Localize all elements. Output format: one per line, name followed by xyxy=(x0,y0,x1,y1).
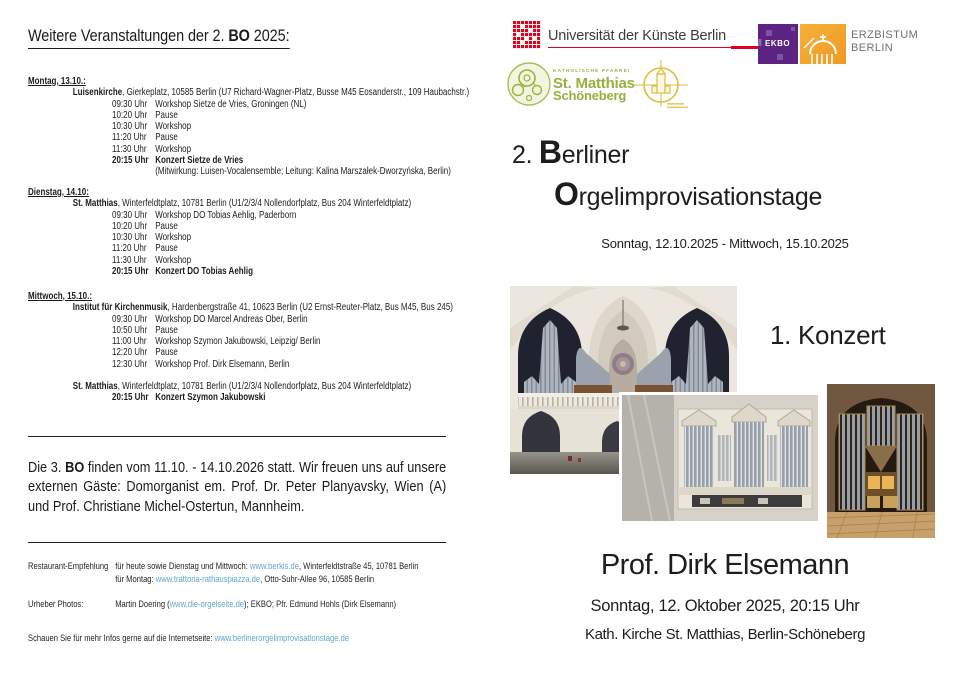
link-website[interactable]: www.berlinerorgelimprovisationstage.de xyxy=(214,633,350,644)
event-time: 12:30 Uhr xyxy=(112,358,148,370)
event-title-line2: Orgelimprovisationstage xyxy=(554,176,823,212)
divider-bottom xyxy=(28,542,446,543)
event-text: Konzert DO Tobias Aehlig xyxy=(155,266,253,278)
event-time: 10:30 Uhr xyxy=(112,121,148,133)
event-time: 10:20 Uhr xyxy=(112,109,148,121)
venue-details: , Gierkeplatz, 10585 Berlin (U7 Richard-Wagner-Platz, Busse M45 Eosanderstr., 109 Haubachstr.) xyxy=(122,87,470,99)
venue-name: St. Matthias xyxy=(72,381,118,393)
event-row xyxy=(28,314,308,325)
event-row-concert xyxy=(28,266,253,277)
photo-credits xyxy=(28,599,488,612)
link-trattoria[interactable]: www.trattoria-rathauspiazza.de xyxy=(155,573,261,585)
event-time: 10:30 Uhr xyxy=(112,232,148,244)
heading-bold: BO xyxy=(228,26,250,45)
concert-location: Kath. Kirche St. Matthias, Berlin-Schöneberg xyxy=(584,626,866,643)
event-row-concert xyxy=(28,155,243,166)
event-text: Pause xyxy=(155,324,178,336)
event-row-concert xyxy=(28,392,265,403)
event-time: 11:30 Uhr xyxy=(112,254,147,266)
link-orgelseite[interactable]: www.die-orgelseite.de xyxy=(169,599,245,610)
event-text: Workshop xyxy=(155,143,192,155)
note-paragraph xyxy=(28,458,446,516)
luisenkirche-logo-icon xyxy=(632,60,690,110)
event-time: 09:30 Uhr xyxy=(112,313,148,325)
day-section-tuesday xyxy=(28,187,507,277)
note-bold: BO xyxy=(65,459,85,476)
st-matthias-logo-text: KATHOLISCHE PFARREI St. Matthias Schöneberg xyxy=(553,69,635,103)
event-text: Workshop xyxy=(155,254,192,266)
photo-modern-organ xyxy=(827,384,935,538)
st-matthias-logo-icon xyxy=(507,62,551,106)
restaurant-line1: für heute sowie Dienstag und Mittwoch: www.berkis.de, Winterfeldtstraße 45, 10781 Berlin xyxy=(115,561,419,572)
concert-number-label: 1. Konzert xyxy=(770,320,886,350)
credits-line: Martin Doering (www.die-orgelseite.de); EKBO; Pfr. Edmund Hohls (Dirk Elsemann) xyxy=(115,599,397,610)
venue-details: , Hardenbergstraße 41, 10623 Berlin (U2 Ernst-Reuter-Platz, Bus M45, Bus 245) xyxy=(167,302,453,314)
event-time: 11:00 Uhr xyxy=(112,336,147,348)
event-row xyxy=(28,347,178,358)
event-row xyxy=(28,325,178,336)
udk-red-line-thick xyxy=(731,46,758,49)
event-row xyxy=(28,221,178,232)
event-text: Konzert Sietze de Vries xyxy=(155,155,244,167)
artist-name: Prof. Dirk Elsemann xyxy=(600,549,850,581)
venue-details: , Winterfeldtplatz, 10781 Berlin (U1/2/3/4 Nollendorfplatz, Bus 204 Winterfeldtplatz) xyxy=(117,198,412,210)
udk-logo-text: Universität der Künste Berlin xyxy=(548,28,726,44)
event-row xyxy=(28,166,451,177)
event-time: 10:20 Uhr xyxy=(112,220,148,232)
day-title: Montag, 13.10.: xyxy=(28,76,86,87)
restaurant-line2: für Montag: www.trattoria-rathauspiazza.de, Otto-Suhr-Allee 96, 10585 Berlin xyxy=(115,573,375,585)
event-time: 11:20 Uhr xyxy=(112,243,147,255)
event-time xyxy=(112,166,155,177)
event-time: 09:30 Uhr xyxy=(112,209,148,221)
day-title: Mittwoch, 15.10.: xyxy=(28,291,93,302)
event-time: 12:20 Uhr xyxy=(112,347,148,359)
udk-logo-icon xyxy=(513,21,541,49)
event-text: Pause xyxy=(155,243,178,255)
erzbistum-logo-icon xyxy=(800,24,846,64)
erzbistum-logo-text: ERZBISTUM BERLIN xyxy=(851,29,919,54)
event-text: Workshop Szymon Jakubowski, Leipzig/ Berlin xyxy=(155,336,321,348)
event-daterange: Sonntag, 12.10.2025 - Mittwoch, 15.10.2025 xyxy=(601,236,849,251)
day-section-wednesday xyxy=(28,291,559,404)
event-time: 20:15 Uhr xyxy=(112,266,149,278)
photo-white-organ xyxy=(622,395,818,521)
heading-post: 2025: xyxy=(249,26,290,45)
event-row xyxy=(28,110,178,121)
day-section-monday xyxy=(28,76,579,181)
event-text: Workshop DO Marcel Andreas Ober, Berlin xyxy=(155,313,308,325)
event-time: 11:30 Uhr xyxy=(112,143,147,155)
venue-name: Luisenkirche xyxy=(72,87,123,99)
note-post: finden vom 11.10. - 14.10.2026 statt. Wir freuen uns auf unsere externen Gäste: Domorganist em. Prof. Dr. Peter Planyavsky, Wien (A) und Prof. Christiane Michel-Ostertun, Mannheim. xyxy=(28,459,447,515)
link-berkis[interactable]: www.berkis.de xyxy=(249,561,299,572)
event-time: 10:50 Uhr xyxy=(112,324,148,336)
event-row xyxy=(28,132,178,143)
event-text: Pause xyxy=(155,109,178,121)
event-row xyxy=(28,121,191,132)
heading-pre: Weitere Veranstaltungen der 2. xyxy=(28,26,229,45)
event-title-line1: 2. Berliner xyxy=(512,134,630,170)
event-row xyxy=(28,359,289,370)
event-text: Pause xyxy=(155,220,178,232)
day-title: Dienstag, 14.10: xyxy=(28,187,89,198)
event-row xyxy=(28,243,178,254)
page-title xyxy=(28,26,336,49)
note-pre: Die 3. xyxy=(28,459,66,476)
event-time: 20:15 Uhr xyxy=(112,392,149,404)
event-row xyxy=(28,232,191,243)
credits-label: Urheber Photos: xyxy=(28,599,84,610)
venue-name: Institut für Kirchenmusik xyxy=(72,302,168,314)
ekbo-logo-icon xyxy=(758,24,798,64)
event-text: Workshop xyxy=(155,232,192,244)
udk-red-line xyxy=(548,47,738,49)
event-row xyxy=(28,336,320,347)
event-row xyxy=(28,144,191,155)
venue-name: St. Matthias xyxy=(72,198,118,210)
event-text: Workshop Prof. Dirk Elsemann, Berlin xyxy=(155,358,290,370)
event-text: Pause xyxy=(155,132,178,144)
venue-details: , Winterfeldtplatz, 10781 Berlin (U1/2/3/4 Nollendorfplatz, Bus 204 Winterfeldtplatz) xyxy=(117,381,412,393)
svg-text:EKBO: EKBO xyxy=(765,39,791,48)
restaurant-label: Restaurant-Empfehlung xyxy=(28,561,109,572)
event-text: Workshop DO Tobias Aehlig, Paderborn xyxy=(155,209,297,221)
concert-date: Sonntag, 12. Oktober 2025, 20:15 Uhr xyxy=(590,597,860,615)
event-row xyxy=(28,99,306,110)
event-time: 20:15 Uhr xyxy=(112,155,149,167)
event-text: Konzert Szymon Jakubowski xyxy=(155,392,266,404)
event-text: Workshop Sietze de Vries, Groningen (NL) xyxy=(155,98,307,110)
event-row xyxy=(28,255,191,266)
event-time: 09:30 Uhr xyxy=(112,98,148,110)
restaurant-recommendation xyxy=(28,561,516,586)
website-note: Schauen Sie für mehr Infos gerne auf die Internetseite: www.berlinerorgelimprovisationstage.de xyxy=(28,633,350,644)
event-text: Pause xyxy=(155,347,178,359)
divider-top xyxy=(28,436,446,437)
event-text: (Mitwirkung: Luisen-Vocalensemble; Leitung: Kalina Marszałek-Dworzyńska, Berlin) xyxy=(155,166,451,178)
event-time: 11:20 Uhr xyxy=(112,132,147,144)
event-row xyxy=(28,210,296,221)
event-text: Workshop xyxy=(155,121,192,133)
